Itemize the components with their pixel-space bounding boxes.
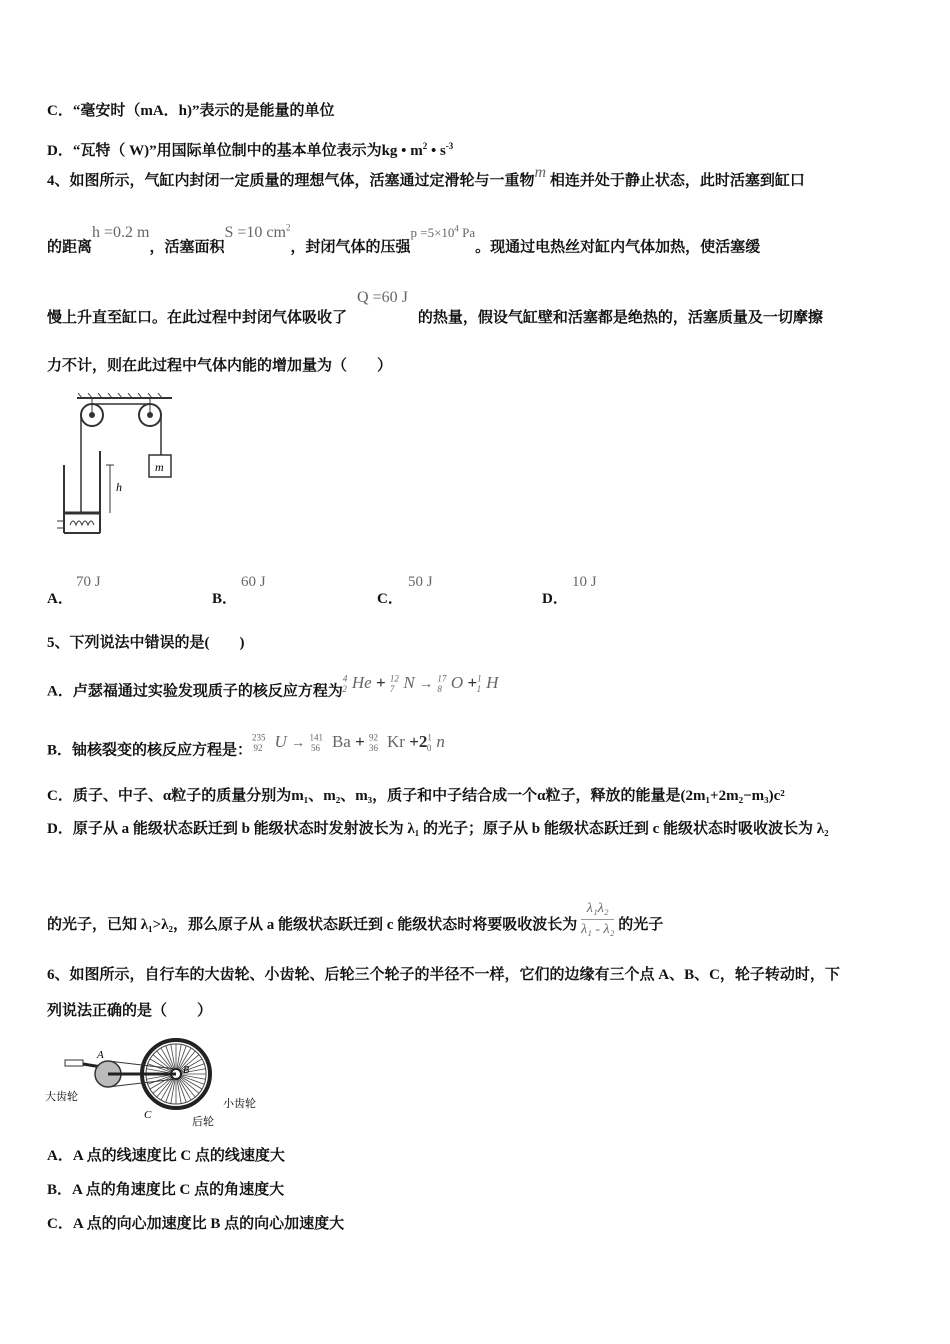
exp: -3	[445, 141, 454, 151]
text: A．卢瑟福通过实验发现质子的核反应方程为	[47, 683, 343, 700]
mass-label: m	[155, 460, 164, 474]
reaction-equation-b: $^{235}_{92}$ U → $^{141}_{56}$ Ba + $^{92}_{36}$ $Kr +2^1_0$ n	[252, 731, 445, 754]
q5-option-d-line1: D．原子从 a 能级状态跃迁到 b 能级状态时发射波长为 λ₁ 的光子；原子从 b 能级状态跃迁到 c 能级状态时吸收波长为 λ₂	[47, 821, 829, 837]
point-b-label: B	[183, 1065, 190, 1076]
unit: kg • m	[381, 143, 423, 159]
text: ，封闭气体的压强	[290, 239, 411, 256]
q4-line2	[47, 223, 761, 257]
q5-stem: 5、下列说法中错误的是( )	[47, 635, 245, 651]
q5-option-c: C．质子、中子、α粒子的质量分别为m₁、m₂、m₃，质子和中子结合成一个α粒子，释放的能量是(2m₁+2m₂−m₃)c²	[47, 788, 785, 804]
text: 的光子，已知 λ₁>λ₂，那么原子从 a 能级状态跃迁到 c 能级状态时将要吸收波长为	[47, 916, 578, 933]
q5-option-a	[47, 672, 499, 707]
q6-option-b: B．A 点的角速度比 C 点的角速度大	[47, 1182, 285, 1198]
numerator: λ₁λ₂	[581, 899, 615, 920]
exp: 2	[422, 141, 428, 151]
formula-h: h =0.2 m	[92, 224, 150, 242]
text: ，活塞面积	[149, 239, 225, 256]
p-value: p =5×10	[410, 225, 455, 241]
text: 相连并处于静止状态，此时活塞到缸口	[549, 173, 805, 189]
q3-option-c: C．“毫安时（mA．h)”表示的是能量的单位	[47, 103, 335, 119]
text: 的光子	[618, 916, 664, 933]
big-gear-label: 大齿轮	[45, 1090, 78, 1103]
option-b-value: 60 J	[241, 574, 266, 590]
unit: Pa	[458, 225, 476, 241]
point-a-label: A	[97, 1049, 104, 1061]
exp: 4	[454, 224, 459, 234]
option-c-value: 50 J	[408, 574, 433, 590]
option-a-label: A．	[47, 591, 73, 607]
bicycle-gear-figure	[40, 1020, 280, 1130]
option-d-value: 10 J	[572, 574, 597, 590]
q3-option-d-text: D．“瓦特（ W)”用国际单位制中的基本单位表示为	[47, 143, 382, 159]
q6-option-c: C．A 点的向心加速度比 B 点的向心加速度大	[47, 1216, 345, 1232]
s-value: S =10 cm	[224, 224, 286, 242]
formula-s	[225, 224, 291, 241]
q6-line2: 列说法正确的是（ ）	[47, 1003, 213, 1019]
cylinder-pulley-figure	[52, 393, 182, 548]
option-b-label: B．	[212, 591, 238, 607]
text: 的热量，假设气缸壁和活塞都是绝热的，活塞质量及一切摩擦	[417, 310, 823, 326]
q5-option-d-line2	[47, 901, 664, 946]
q5-option-b	[47, 731, 445, 766]
formula-q: Q =60 J	[357, 289, 408, 306]
formula-p	[410, 225, 475, 240]
text: 4、如图所示，气缸内封闭一定质量的理想气体，活塞通过定滑轮与一重物	[47, 173, 535, 189]
q6-line1: 6、如图所示，自行车的大齿轮、小齿轮、后轮三个轮子的半径不一样，它们的边缘有三个点 A、B、C，轮子转动时，下	[47, 967, 840, 983]
q4-line4: 力不计，则在此过程中气体内能的增加量为（ ）	[47, 358, 393, 374]
q6-option-a: A．A 点的线速度比 C 点的线速度大	[47, 1148, 285, 1164]
rear-wheel-label: 后轮	[192, 1115, 214, 1128]
unit-s: • s	[427, 143, 446, 159]
option-a-value: 70 J	[76, 574, 101, 590]
option-d-label: D．	[542, 591, 568, 607]
text: 。现通过电热丝对缸内气体加热，使活塞缓	[475, 239, 761, 256]
q4-line3	[47, 289, 823, 328]
option-c-label: C．	[377, 591, 403, 607]
small-gear-label: 小齿轮	[223, 1097, 256, 1110]
text: 的距离	[47, 239, 93, 256]
text: 慢上升直至缸口。在此过程中封闭气体吸收了	[47, 310, 348, 326]
q3-option-d	[47, 136, 453, 161]
exp: 2	[285, 223, 291, 233]
reaction-equation-a: $^4_2$ He + $^{12}_7$ N → $^{17}_8$ O +$^1_1$ H	[342, 672, 499, 695]
formula-m: m	[534, 164, 547, 181]
text: B．铀核裂变的核反应方程是：	[47, 742, 253, 759]
q4-line1	[47, 164, 805, 191]
point-c-label: C	[144, 1109, 152, 1121]
denominator: λ₁ - λ₂	[580, 922, 615, 937]
wavelength-fraction	[581, 899, 615, 940]
h-label: h	[116, 480, 122, 494]
